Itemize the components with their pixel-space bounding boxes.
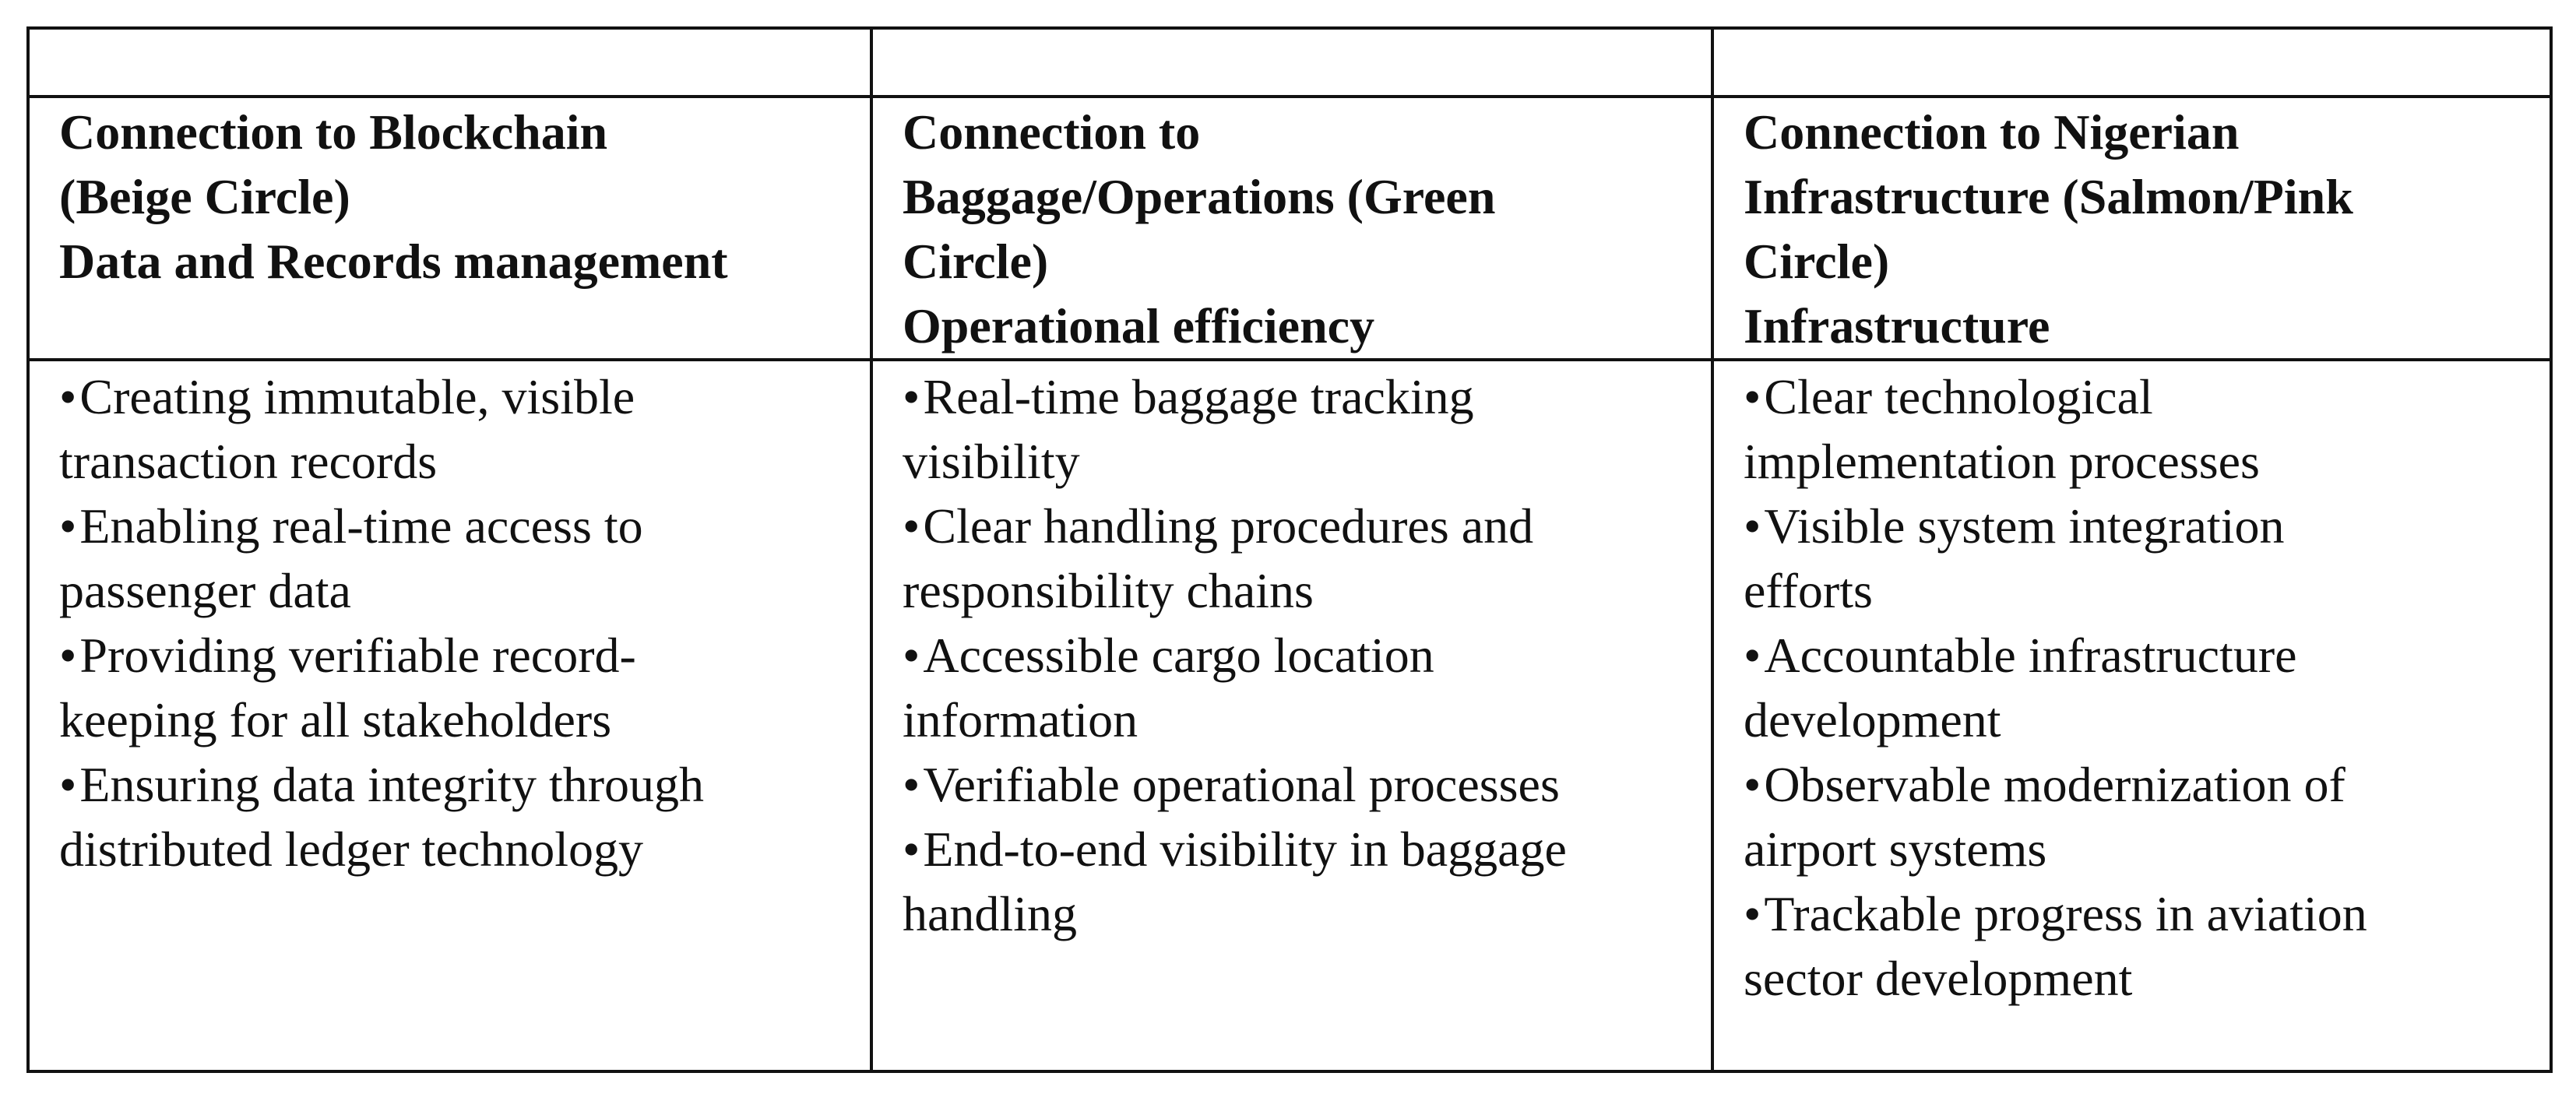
bullet-line [903, 429, 1681, 494]
header-line: Baggage/Operations (Green [903, 169, 1496, 224]
bullet-text: End-to-end visibility in baggage [923, 821, 1567, 877]
header-line: Infrastructure [1744, 298, 2050, 354]
bullet-line [1744, 752, 2520, 817]
bullet-line [1744, 688, 2520, 752]
empty-cell-col-2 [871, 28, 1712, 97]
bullet-item [59, 364, 840, 494]
bullet-text: keeping for all stakeholders [59, 692, 612, 747]
header-row [28, 97, 2551, 360]
bullet-text: transaction records [59, 434, 438, 489]
bullet-text: development [1744, 692, 2001, 747]
bullet-line [59, 752, 840, 817]
bullet-item [903, 752, 1681, 817]
bullet-text: Enabling real-time access to [79, 498, 643, 554]
empty-cell-col-1 [28, 28, 871, 97]
bullet-line [59, 494, 840, 558]
bullet-line [1744, 364, 2520, 429]
bullet-item [1744, 752, 2520, 881]
bullet-list [903, 364, 1681, 946]
bullet-text: Trackable progress in aviation [1764, 886, 2367, 941]
bullet-text: Accessible cargo location [923, 628, 1434, 683]
bullet-text: efforts [1744, 563, 1873, 618]
comparison-table [26, 26, 2553, 1073]
bullet-marker: • [1744, 628, 1761, 683]
bullet-line [903, 558, 1681, 623]
bullet-list [1744, 364, 2520, 1011]
bullet-marker: • [59, 369, 77, 424]
bullet-text: handling [903, 886, 1077, 941]
bullet-text: Accountable infrastructure [1764, 628, 2297, 683]
bullet-marker: • [59, 628, 77, 683]
bullets-cell-nigerian-infrastructure [1712, 360, 2551, 1071]
empty-cell-col-3 [1712, 28, 2551, 97]
bullet-text: Verifiable operational processes [923, 757, 1560, 812]
bullet-marker: • [1744, 757, 1761, 812]
bullet-text: visibility [903, 434, 1080, 489]
bullet-text: Observable modernization of [1764, 757, 2345, 812]
bullet-list [59, 364, 840, 881]
bullet-marker: • [1744, 498, 1761, 554]
bullet-line [1744, 494, 2520, 558]
bullet-text: implementation processes [1744, 434, 2260, 489]
bullet-text: Clear technological [1764, 369, 2153, 424]
bullet-line [1744, 429, 2520, 494]
bullet-item [1744, 364, 2520, 494]
header-cell-blockchain [28, 97, 871, 360]
bullet-item [59, 494, 840, 623]
bullet-marker: • [59, 757, 77, 812]
bullet-text: airport systems [1744, 821, 2047, 877]
header-line: Circle) [1744, 234, 1890, 289]
bullet-line [903, 752, 1681, 817]
bullet-marker: • [903, 821, 920, 877]
bullets-cell-baggage-operations [871, 360, 1712, 1071]
bullets-cell-blockchain [28, 360, 871, 1071]
bullet-line [59, 558, 840, 623]
header-line: Connection to Nigerian [1744, 104, 2240, 160]
bullet-line [903, 881, 1681, 946]
bullet-text: Ensuring data integrity through [79, 757, 705, 812]
bullet-item [1744, 623, 2520, 752]
bullet-line [59, 364, 840, 429]
bullet-text: responsibility chains [903, 563, 1314, 618]
bullet-line [1744, 558, 2520, 623]
bullet-line [59, 623, 840, 688]
bullet-line [1744, 817, 2520, 881]
bullet-line [903, 688, 1681, 752]
bullet-text: distributed ledger technology [59, 821, 644, 877]
bullet-text: Real-time baggage tracking [923, 369, 1474, 424]
bullet-text: Creating immutable, visible [79, 369, 635, 424]
bullet-item [903, 494, 1681, 623]
bullet-item [59, 752, 840, 881]
header-line: Data and Records management [59, 234, 728, 289]
header-line: Connection to Blockchain [59, 104, 608, 160]
header-line: Operational efficiency [903, 298, 1375, 354]
bullet-line [903, 817, 1681, 881]
bullet-item [1744, 494, 2520, 623]
bullet-text: Visible system integration [1764, 498, 2285, 554]
bullet-text: information [903, 692, 1138, 747]
bullet-line [903, 364, 1681, 429]
bullet-line [1744, 946, 2520, 1011]
bullet-line [1744, 881, 2520, 946]
header-line: Infrastructure (Salmon/Pink [1744, 169, 2353, 224]
bullet-line [1744, 623, 2520, 688]
bullet-line [59, 688, 840, 752]
header-cell-nigerian-infrastructure [1712, 97, 2551, 360]
bullet-item [59, 623, 840, 752]
bullet-text: Clear handling procedures and [923, 498, 1534, 554]
bullet-line [903, 623, 1681, 688]
body-row [28, 360, 2551, 1071]
bullet-text: sector development [1744, 951, 2133, 1006]
header-line: (Beige Circle) [59, 169, 350, 224]
bullet-item [903, 623, 1681, 752]
bullet-item [1744, 881, 2520, 1011]
bullet-text: Providing verifiable record- [79, 628, 636, 683]
bullet-item [903, 817, 1681, 946]
bullet-marker: • [903, 369, 920, 424]
bullet-line [59, 817, 840, 881]
bullet-marker: • [903, 628, 920, 683]
bullet-marker: • [903, 757, 920, 812]
bullet-marker: • [59, 498, 77, 554]
bullet-marker: • [903, 498, 920, 554]
header-line: Circle) [903, 234, 1049, 289]
header-cell-baggage-operations [871, 97, 1712, 360]
header-line: Connection to [903, 104, 1201, 160]
bullet-line [59, 429, 840, 494]
bullet-item [903, 364, 1681, 494]
bullet-marker: • [1744, 369, 1761, 424]
empty-top-row [28, 28, 2551, 97]
bullet-line [903, 494, 1681, 558]
bullet-marker: • [1744, 886, 1761, 941]
bullet-text: passenger data [59, 563, 351, 618]
